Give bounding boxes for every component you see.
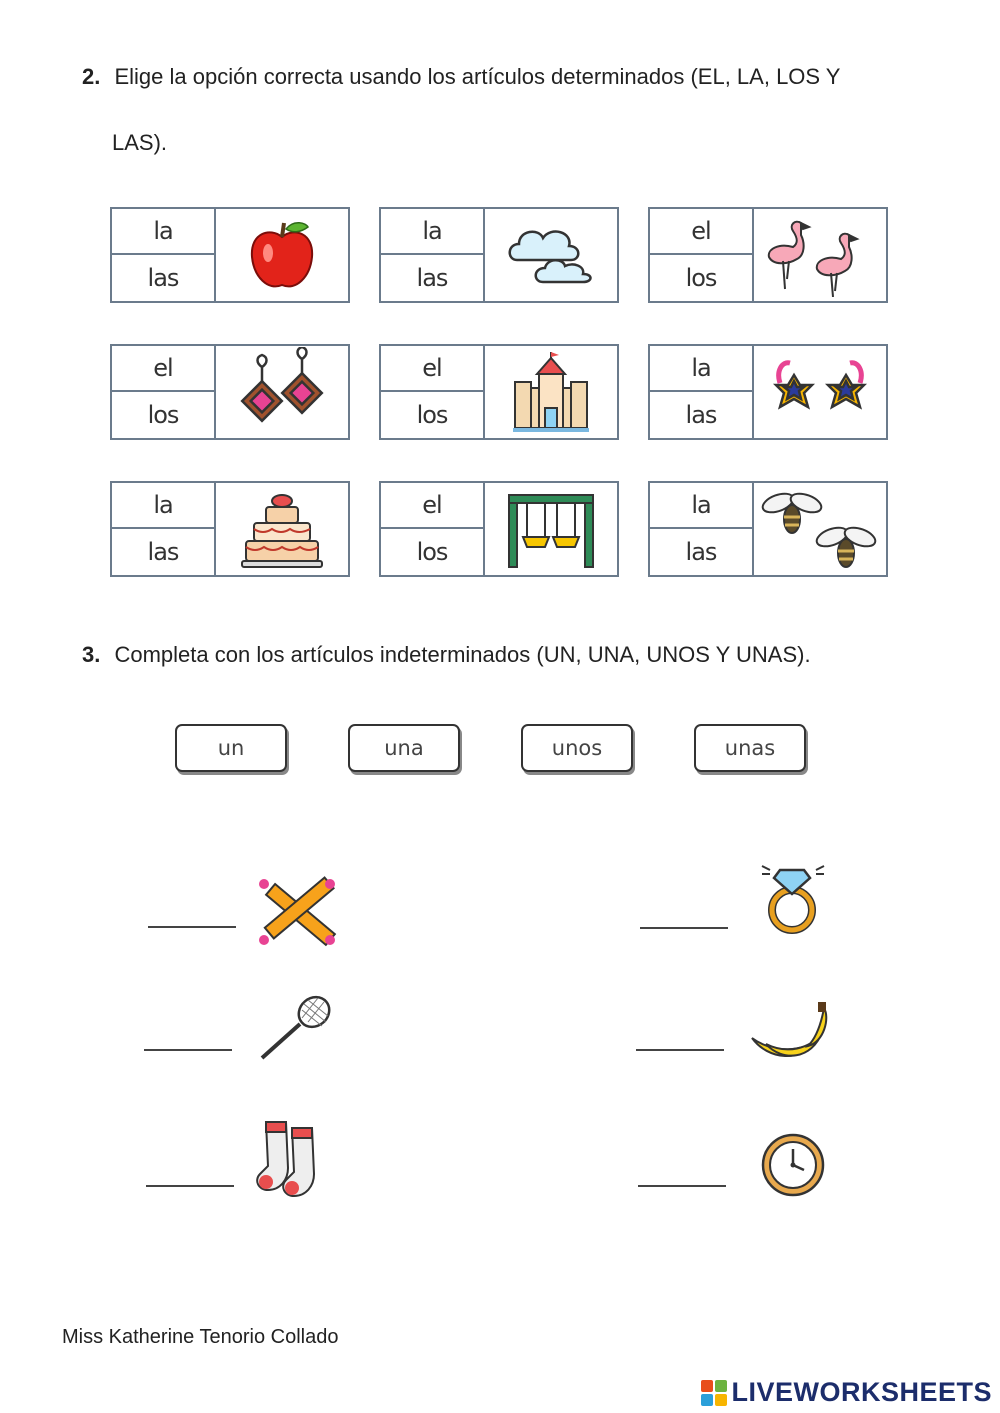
word-bank-un[interactable]: un (175, 724, 287, 772)
answer-blank[interactable] (638, 1185, 726, 1187)
article-option[interactable]: las (416, 264, 448, 292)
article-option[interactable]: la (650, 346, 752, 392)
q3-heading (82, 642, 811, 668)
castle-icon (513, 352, 589, 432)
logo-square (701, 1380, 713, 1392)
q2-instruction-line1: Elige la opción correcta usando los artículos determinados (EL, LA, LOS Y (114, 64, 841, 89)
answer-blank[interactable] (640, 927, 728, 929)
article-option[interactable]: los (416, 401, 448, 429)
article-option[interactable]: las (147, 538, 179, 566)
answer-blank[interactable] (636, 1049, 724, 1051)
bees-icon (756, 485, 884, 573)
clouds-icon (503, 220, 599, 290)
cake-icon (240, 489, 324, 569)
article-card (648, 207, 888, 303)
article-option[interactable]: el (381, 483, 483, 529)
answer-blank[interactable] (144, 1049, 232, 1051)
q2-heading (82, 64, 840, 90)
socks-icon (254, 1118, 330, 1200)
author-credit: Miss Katherine Tenorio Collado (62, 1326, 339, 1348)
answer-blank[interactable] (146, 1185, 234, 1187)
q3-number: 3. (82, 642, 101, 667)
ring-icon (758, 856, 828, 936)
logo-square (701, 1394, 713, 1406)
article-card (379, 207, 619, 303)
pencils-icon (256, 874, 338, 950)
flamingos-icon (757, 213, 883, 297)
answer-blank[interactable] (148, 926, 236, 928)
article-card (110, 481, 350, 577)
racket-icon (256, 992, 336, 1062)
word-bank-unos[interactable]: unos (521, 724, 633, 772)
article-option[interactable]: el (112, 346, 214, 392)
article-option[interactable]: el (381, 346, 483, 392)
article-option[interactable]: la (112, 483, 214, 529)
liveworksheets-logo-icon (701, 1380, 727, 1406)
article-card (648, 344, 888, 440)
article-option[interactable]: los (147, 401, 179, 429)
article-option[interactable]: las (147, 264, 179, 292)
bananas-icon (748, 998, 832, 1068)
sunglasses-icon (770, 357, 870, 427)
article-card (110, 207, 350, 303)
clock-icon (760, 1132, 826, 1198)
article-card (110, 344, 350, 440)
logo-square (715, 1380, 727, 1392)
article-option[interactable]: la (650, 483, 752, 529)
q2-instruction-line2: LAS). (112, 130, 168, 155)
word-bank-unas[interactable]: unas (694, 724, 806, 772)
logo-square (715, 1394, 727, 1406)
swing-icon (505, 489, 597, 569)
article-option[interactable]: los (685, 264, 717, 292)
article-option[interactable]: las (685, 538, 717, 566)
brand-name: LIVEWORKSHEETS (731, 1377, 992, 1407)
article-card (379, 344, 619, 440)
article-option[interactable]: las (685, 401, 717, 429)
article-card (648, 481, 888, 577)
article-option[interactable]: la (112, 209, 214, 255)
earrings-icon (234, 347, 330, 437)
q2-number: 2. (82, 64, 101, 89)
article-card (379, 481, 619, 577)
liveworksheets-brand[interactable] (701, 1377, 992, 1408)
article-option[interactable]: el (650, 209, 752, 255)
word-bank-una[interactable]: una (348, 724, 460, 772)
apple-icon (242, 215, 322, 295)
article-option[interactable]: los (416, 538, 448, 566)
q3-instruction: Completa con los artículos indeterminados (UN, UNA, UNOS Y UNAS). (114, 642, 811, 667)
article-option[interactable]: la (381, 209, 483, 255)
